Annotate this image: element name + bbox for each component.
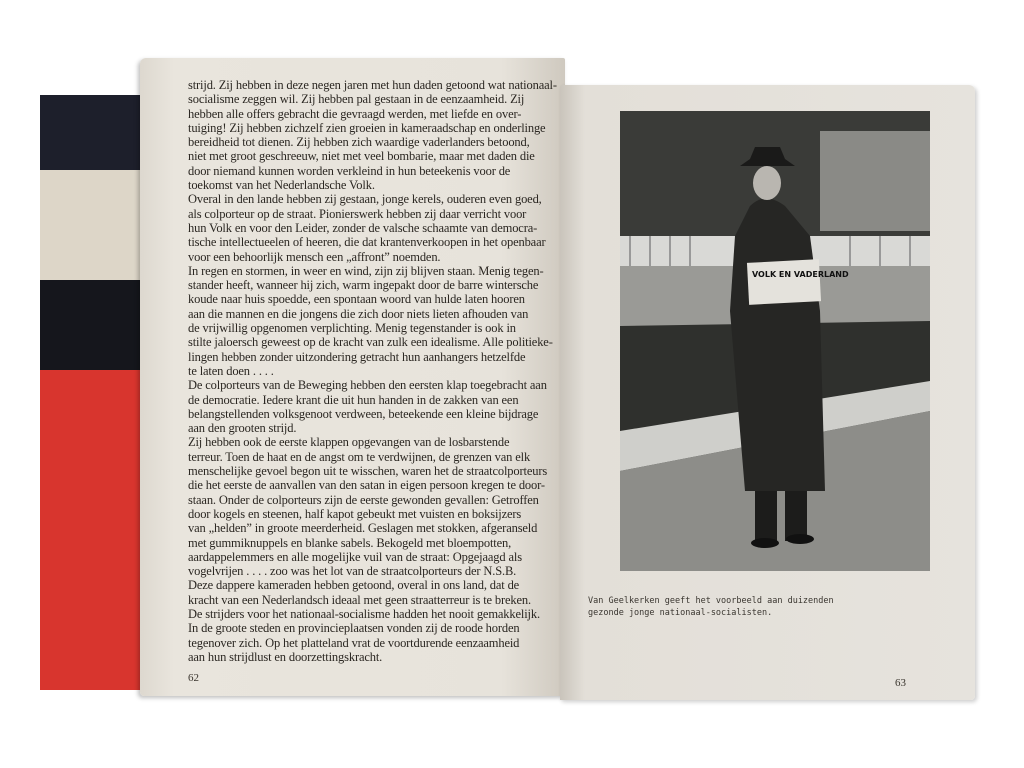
right-page xyxy=(560,85,975,700)
text-line: door niemand kunnen worden verkleind in hun beteekenis voor de xyxy=(188,163,511,178)
text-line: kracht van een Nederlandsch ideaal met geen straatterreur is te breken. xyxy=(188,592,531,607)
text-line: lingen hebben zonder uitzondering getracht hun aanhangers hetzelfde xyxy=(188,349,526,364)
text-line: socialisme zeggen wil. Zij hebben pal gestaan in de eenzaamheid. Zij xyxy=(188,92,525,107)
text-line: De strijders voor het nationaal-socialisme hadden het nooit gemakkelijk. xyxy=(188,606,540,621)
text-line: als colporteur op de straat. Pionierswerk hebben zij daar verricht voor xyxy=(188,206,527,221)
text-line: aan hun strijdlust en doorzettingskracht. xyxy=(188,649,383,664)
text-line: hebben alle offers gebracht die gevraagd werden, met liefde en over- xyxy=(188,106,522,121)
text-line: door kogels en steenen, half kapot gebeukt met vuisten en boksijzers xyxy=(188,506,522,521)
text-line: aan den grooten strijd. xyxy=(188,421,297,436)
text-line: tegenover zich. Op het platteland vrat de voortdurende eenzaamheid xyxy=(188,635,520,650)
left-page xyxy=(140,58,565,696)
text-line: strijd. Zij hebben in deze negen jaren met hun daden getoond wat nationaal- xyxy=(188,78,557,92)
photo-man-with-newspaper xyxy=(620,111,930,571)
text-line: stander heeft, wanneer hij zich, warm ingepakt door de barre wintersche xyxy=(188,278,539,293)
text-line: stilte jaloersch geweest op de kracht van zulk een idealisme. Alle politieke- xyxy=(188,335,553,350)
text-line: In regen en stormen, in weer en wind, zijn zij blijven staan. Menig tegen- xyxy=(188,263,544,278)
text-line: aardappelemmers en alle mogelijke vuil van de straat: Opgejaagd als xyxy=(188,549,522,564)
text-line: terreur. Toen de haat en de angst om te verdwijnen, de grenzen van elk xyxy=(188,449,531,464)
text-line: van „helden” in groote meerderheid. Geslagen met stokken, afgeranseld xyxy=(188,521,538,536)
text-line: Overal in den lande hebben zij gestaan, jonge kerels, ouderen even goed, xyxy=(188,192,542,207)
text-line: koude naar huis spoedde, een spontaan woord van hulde laten hooren xyxy=(188,292,525,307)
text-line: de democratie. Iedere krant die uit hun handen in de zakken van een xyxy=(188,392,519,407)
page-number: 63 xyxy=(895,677,906,689)
book-cover xyxy=(40,95,155,690)
caption-line: Van Geelkerken geeft het voorbeeld aan duizenden xyxy=(588,596,834,606)
text-line: tuiging! Zij hebben zichzelf zien groeien in kameraadschap en onderlinge xyxy=(188,120,546,135)
text-line: bereidheid tot dienen. Zij hebben zich waardige vaderlanders betoond, xyxy=(188,135,530,150)
cover-stripe-black xyxy=(40,280,155,370)
cover-stripe-red xyxy=(40,370,155,690)
text-line: aan die mannen en die jongens die zich door niets lieten afhouden van xyxy=(188,306,529,321)
newspaper-title: VOLK EN VADERLAND xyxy=(752,270,849,279)
text-line: vogelvrijen . . . . zoo was het lot van de straatcolporteurs der N.S.B. xyxy=(188,564,517,579)
text-line: In de groote steden en provincieplaatsen vonden zij de roode horden xyxy=(188,621,520,636)
photo-caption xyxy=(588,595,834,619)
text-line: voor een behoorlijk mensch een „affront” noemden. xyxy=(188,249,441,264)
page-number: 62 xyxy=(188,672,199,684)
text-line: met gummiknuppels en blanke sabels. Bekogeld met bloempotten, xyxy=(188,535,512,550)
cover-stripe-black xyxy=(40,95,155,170)
cover-stripe-white xyxy=(40,170,155,280)
text-line: tische intellectueelen of heeren, die dat krantenverkoopen in het openbaar xyxy=(188,235,546,250)
text-line: te laten doen . . . . xyxy=(188,363,274,378)
caption-line: gezonde jonge nationaal-socialisten. xyxy=(588,608,773,618)
text-line: Zij hebben ook de eerste klappen opgevangen van de losbarstende xyxy=(188,435,510,450)
text-line: belangstellenden volksgenoot verdween, beteekende een kleine bijdrage xyxy=(188,406,539,421)
body-text xyxy=(188,78,560,664)
text-line: die het eerste de aanvallen van den satan in eigen persoon kregen te door- xyxy=(188,478,545,493)
photograph xyxy=(620,111,930,571)
text-line: menschelijke gevoel begon uit te wisschen, waren het de straatcolporteurs xyxy=(188,464,548,479)
text-line: toekomst van het Nederlandsche Volk. xyxy=(188,178,375,193)
text-line: hun Volk en voor den Leider, zonder de valsche schaamte van democra- xyxy=(188,220,538,235)
text-line: staan. Onder de colporteurs zijn de eerste gewonden gevallen: Getroffen xyxy=(188,492,539,507)
text-line: De colporteurs van de Beweging hebben den eersten klap toegebracht aan xyxy=(188,378,547,393)
text-line: Deze dappere kameraden hebben getoond, overal in ons land, dat de xyxy=(188,578,520,593)
text-line: de vrijwillig opgenomen verplichting. Menig tegenstander is ook in xyxy=(188,321,516,336)
text-line: niet met groot geschreeuw, niet met veel bombarie, maar met daden die xyxy=(188,149,535,164)
